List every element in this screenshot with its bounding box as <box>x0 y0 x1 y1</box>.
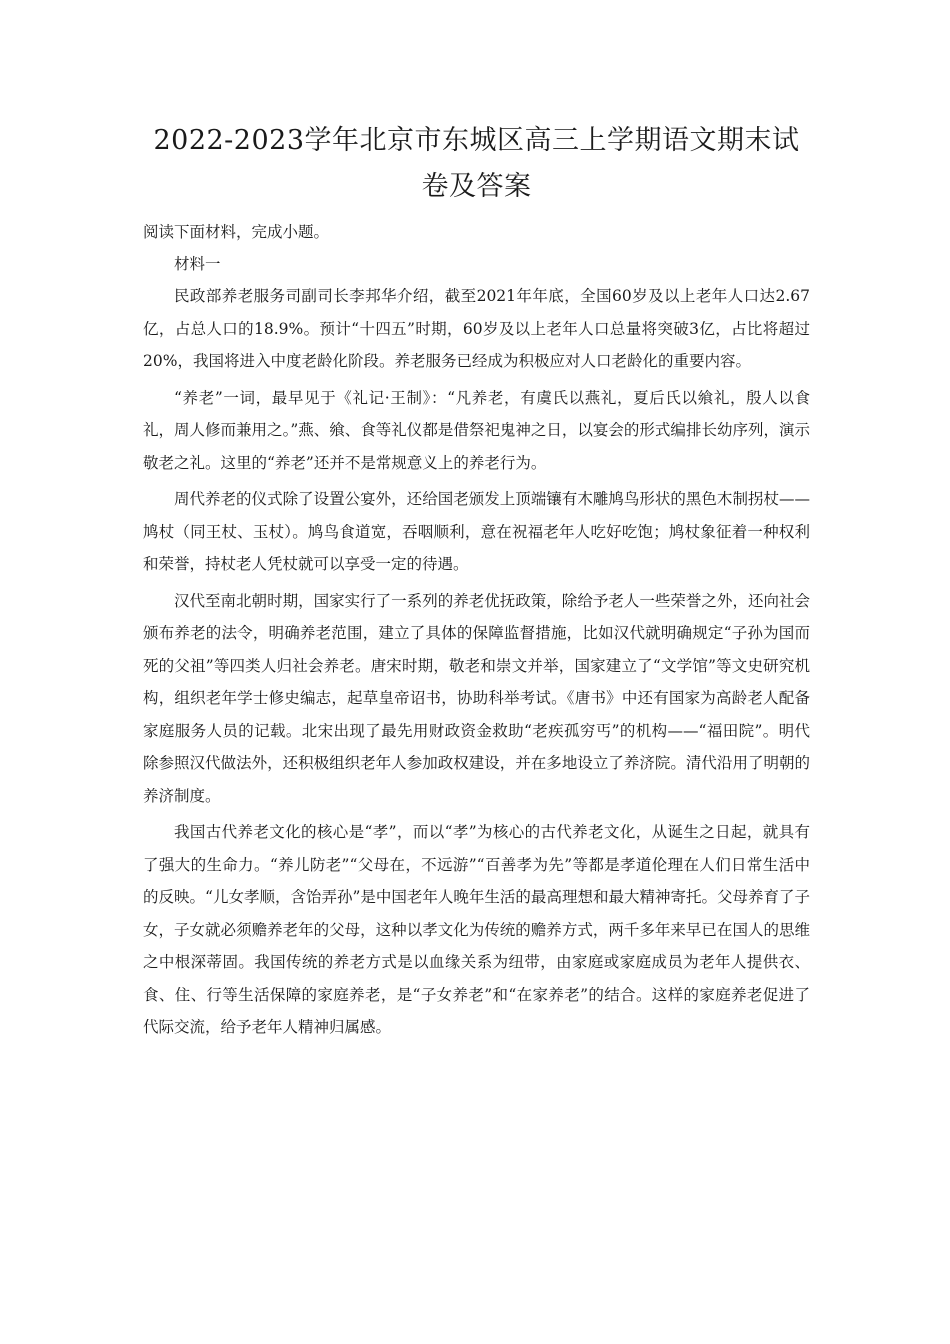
paragraph-2: “养老”一词，最早见于《礼记·王制》：“凡养老，有虞氏以燕礼，夏后氏以飨礼，殷人以食礼，周人修而兼用之。”燕、飨、食等礼仪都是借祭祀鬼神之日，以宴会的形式编排长幼序列，演示敬老之礼。这里的“养老”还并不是常规意义上的养老行为。 <box>143 388 810 472</box>
paragraph-1: 民政部养老服务司副司长李邦华介绍，截至2021年年底，全国60岁及以上老年人口达2.67亿，占总人口的18.9%。预计“十四五”时期，60岁及以上老年人口总量将突破3亿，占比将超过20%，我国将进入中度老龄化阶段。养老服务已经成为积极应对人口老龄化的重要内容。 <box>143 287 810 370</box>
reading-instruction: 阅读下面材料，完成小题。 <box>143 223 330 241</box>
material-label: 材料一 <box>174 255 221 273</box>
paragraph-5: 我国古代养老文化的核心是“孝”，而以“孝”为核心的古代养老文化，从诞生之日起，就具有了强大的生命力。“养儿防老”“父母在，不远游”“百善孝为先”等都是孝道伦理在人们日常生活中的反映。“儿女孝顺，含饴弄孙”是中国老年人晚年生活的最高理想和最大精神寄托。父母养育了子女，子女就必须赡养老年的父母，这种以孝文化为传统的赡养方式，两千多年来早已在国人的思维之中根深蒂固。我国传统的养老方式是以血缘关系为纽带，由家庭或家庭成员为老年人提供衣、食、住、行等生活保障的家庭养老，是“子女养老”和“在家养老”的结合。这样的家庭养老促进了代际交流，给予老年人精神归属感。 <box>143 823 810 1036</box>
paragraph-3: 周代养老的仪式除了设置公宴外，还给国老颁发上顶端镶有木雕鸠鸟形状的黑色木制拐杖——鸠杖（同王杖、玉杖）。鸠鸟食道宽，吞咽顺利，意在祝福老年人吃好吃饱；鸠杖象征着一种权利和荣誉，持杖老人凭杖就可以享受一定的待遇。 <box>143 490 810 573</box>
document-title: 2022-2023学年北京市东城区高三上学期语文期末试卷及答案 <box>153 125 800 202</box>
paragraph-4: 汉代至南北朝时期，国家实行了一系列的养老优抚政策，除给予老人一些荣誉之外，还向社会颁布养老的法令，明确养老范围，建立了具体的保障监督措施，比如汉代就明确规定“子孙为国而死的父祖”等四类人归社会养老。唐宋时期，敬老和崇文并举，国家建立了“文学馆”等文史研究机构，组织老年学士修史编志，起草皇帝诏书，协助科举考试。《唐书》中还有国家为高龄老人配备家庭服务人员的记载。北宋出现了最先用财政资金救助“老疾孤穷丐”的机构——“福田院”。明代除参照汉代做法外，还积极组织老年人参加政权建设，并在多地设立了养济院。清代沿用了明朝的养济制度。 <box>143 591 810 805</box>
